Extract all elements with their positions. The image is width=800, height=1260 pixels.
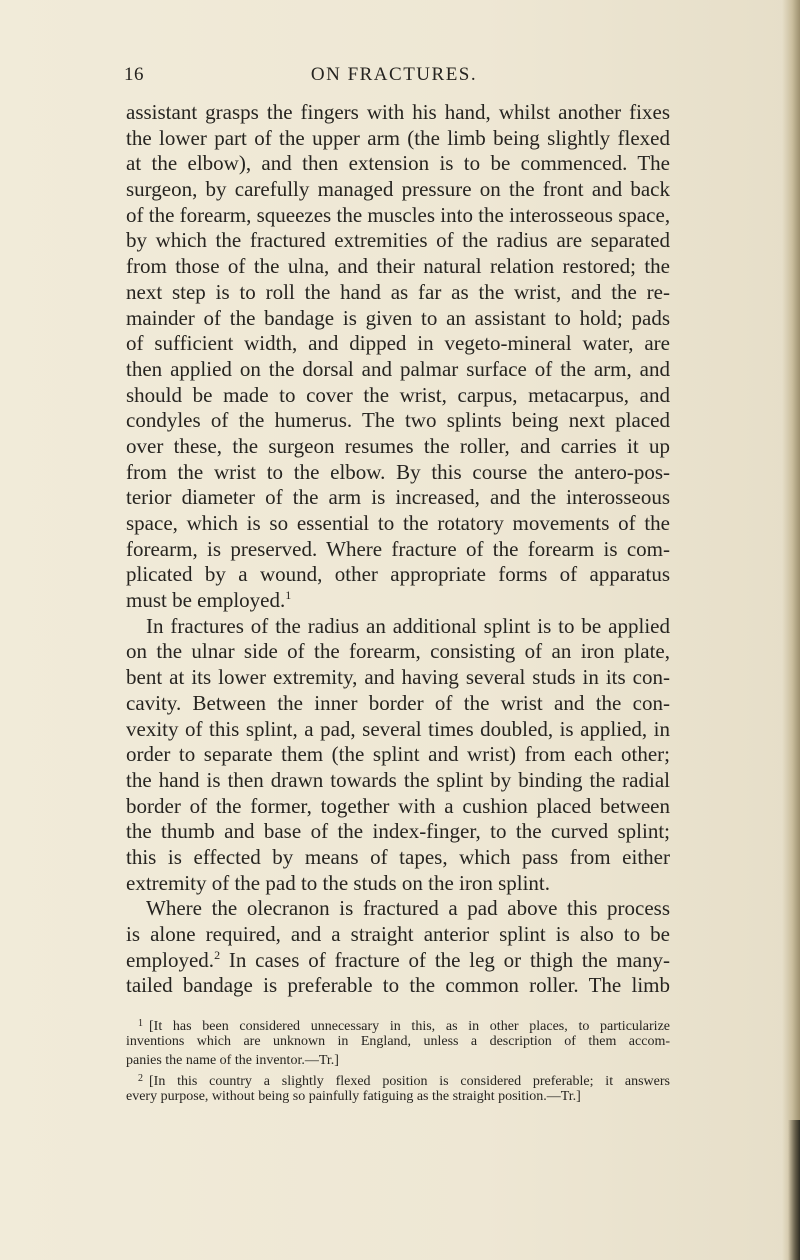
text-line-with-footnote-ref: [126, 588, 670, 614]
footnotes: [126, 1015, 670, 1106]
footnote-line: every purpose, without being so painfully fatiguing as the straight position.—Tr.]: [126, 1089, 581, 1105]
text-line: order to separate them (the splint and wrist) from each other;: [126, 742, 670, 767]
footnote-text: [It has been considered unnecessary in this, as in other places, to particularize: [149, 1019, 670, 1034]
text-line: mainder of the bandage is given to an assistant to hold; pads: [126, 305, 670, 330]
text-line: extremity of the pad to the studs on the iron splint.: [126, 870, 551, 895]
text-line: of sufficient width, and dipped in vegeto-mineral water, are: [126, 331, 670, 356]
paragraph-first-line: In fractures of the radius an additional splint is to be applied: [146, 613, 670, 638]
text-line: bent at its lower extremity, and having several studs in its con-: [126, 665, 670, 690]
text-line: plicated by a wound, other appropriate forms of apparatus: [126, 562, 670, 587]
text-line: then applied on the dorsal and palmar surface of the arm, and: [126, 356, 670, 381]
footnote-line: inventions which are unknown in England, unless a description of them accom-: [126, 1034, 670, 1050]
text-line: border of the former, together with a cushion placed between: [126, 793, 670, 818]
page-edge-shadow: [782, 0, 800, 1260]
footnote-ref: 2: [214, 947, 221, 962]
text-span: In cases of fracture of the leg or thigh the many-: [220, 947, 670, 972]
text-line: space, which is so essential to the rotatory movements of the: [126, 511, 670, 535]
footnote-line: [126, 1070, 670, 1088]
paragraph-first-line: Where the olecranon is fractured a pad above this process: [146, 896, 670, 921]
text-line: by which the fractured extremities of the radius are separated: [126, 228, 670, 253]
text-line: forearm, is preserved. Where fracture of the forearm is com-: [126, 536, 670, 561]
footnote-text: [In this country a slightly flexed position is considered preferable; it answers: [149, 1073, 670, 1089]
footnote-line: [126, 1015, 670, 1033]
text-span: must be employed.: [126, 588, 286, 613]
page-number: 16: [124, 64, 144, 85]
footnote-marker: 2: [138, 1072, 143, 1084]
text-line: the hand is then drawn towards the splint by binding the radial: [126, 767, 670, 792]
text-line: vexity of this splint, a pad, several times doubled, is applied, in: [126, 716, 670, 741]
text-span: employed.: [126, 947, 215, 972]
footnote-line: panies the name of the inventor.—Tr.]: [126, 1052, 339, 1068]
text-line-with-footnote-ref: [126, 948, 670, 974]
text-line: of the forearm, squeezes the muscles into the interosseous space,: [126, 202, 671, 227]
text-line: should be made to cover the wrist, carpus, metacarpus, and: [126, 382, 670, 407]
text-line: at the elbow), and then extension is to be commenced. The: [126, 151, 670, 176]
footnote-marker: 1: [138, 1018, 143, 1029]
text-line: from the wrist to the elbow. By this course the antero-pos-: [126, 459, 670, 484]
body-text: [126, 100, 670, 999]
text-line: on the ulnar side of the forearm, consisting of an iron plate,: [126, 639, 670, 664]
text-line: next step is to roll the hand as far as the wrist, and the re-: [126, 279, 670, 304]
text-line: the thumb and base of the index-finger, to the curved splint;: [126, 819, 670, 844]
running-title: ON FRACTURES.: [310, 64, 478, 85]
page-header: [124, 64, 664, 94]
text-line: tailed bandage is preferable to the common roller. The limb: [126, 973, 670, 998]
text-line: condyles of the humerus. The two splints being next placed: [126, 408, 670, 433]
text-line: is alone required, and a straight anterior splint is also to be: [126, 922, 670, 946]
page-edge-dark-corner: [788, 1120, 800, 1260]
text-line: from those of the ulna, and their natural relation restored; the: [126, 254, 670, 279]
text-line: over these, the surgeon resumes the roller, and carries it up: [126, 433, 670, 458]
text-line: cavity. Between the inner border of the wrist and the con-: [126, 690, 670, 715]
text-line: terior diameter of the arm is increased, and the interosseous: [126, 485, 670, 510]
text-line: the lower part of the upper arm (the limb being slightly flexed: [126, 125, 670, 150]
text-line: this is effected by means of tapes, which pass from either: [126, 844, 670, 869]
footnote-ref: 1: [285, 588, 292, 603]
text-line: assistant grasps the fingers with his hand, whilst another fixes: [126, 100, 670, 124]
text-line: surgeon, by carefully managed pressure on the front and back: [126, 177, 670, 202]
